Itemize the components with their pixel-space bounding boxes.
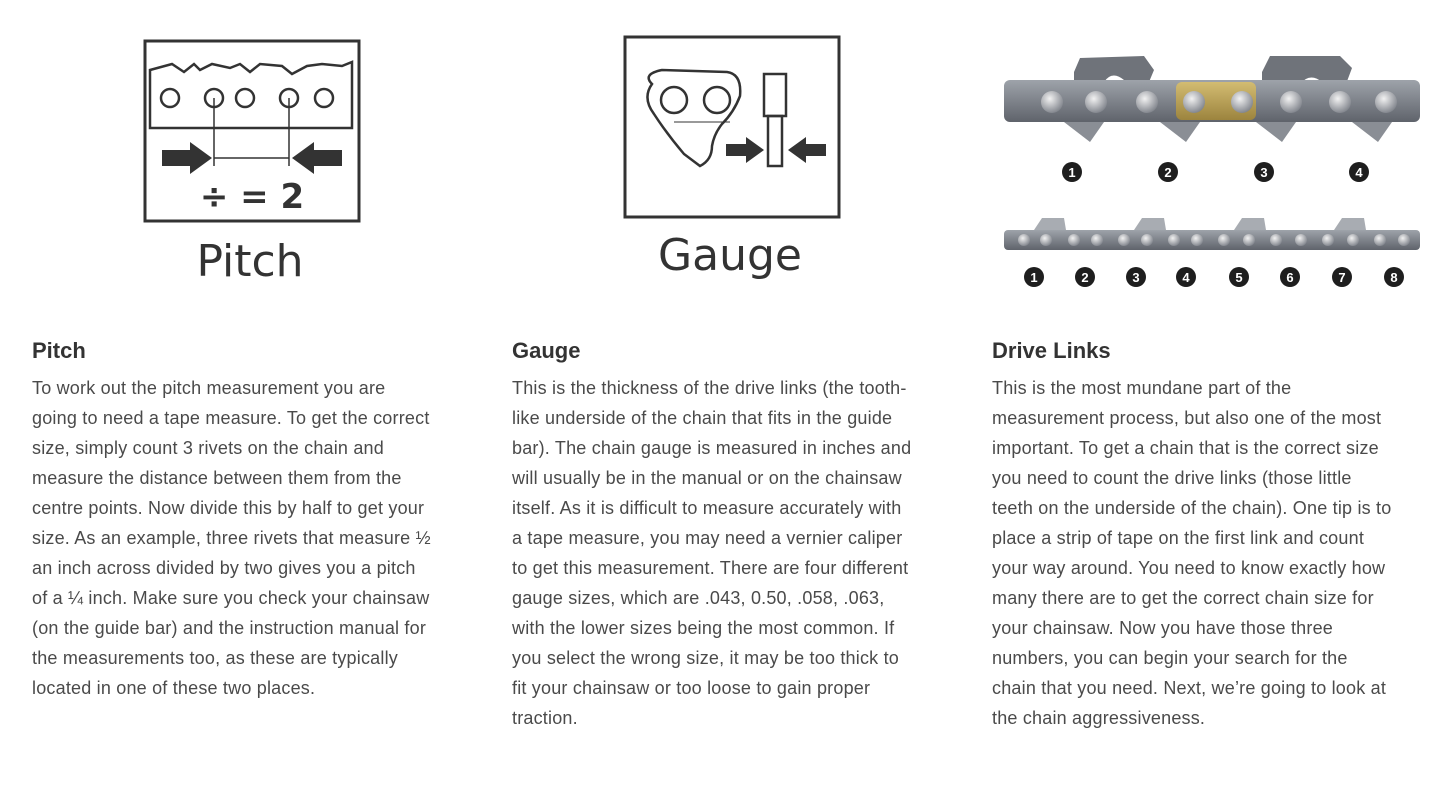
gauge-icon-label: Gauge [658, 230, 802, 281]
chain-marker: 6 [1286, 270, 1294, 285]
chain-marker: 3 [1260, 165, 1268, 180]
pitch-description: To work out the pitch measurement you are going to need a tape measure. To get the correct size, simply count 3 rivets on the chain and measure the distance between them from the centre points. Now divide this by half to get your size. As an example, three rivets that measure ½ an inch across divided by two gives you a pitch of a ¼ inch. Make sure you check your chainsaw (on the guide bar) and the instruction manual for the measurements too, as these are typically located in one of these two places. [32, 378, 431, 698]
large-chain-markers [1062, 162, 1369, 182]
pitch-formula: ÷ = 2 [199, 177, 305, 217]
gauge-heading: Gauge [512, 338, 581, 363]
large-chain [1004, 56, 1420, 142]
small-chain [1004, 218, 1420, 250]
chain-marker: 4 [1182, 270, 1190, 285]
chain-photo [1004, 50, 1420, 295]
gauge-icon [622, 34, 844, 284]
pitch-heading: Pitch [32, 338, 86, 363]
drive-links-description: This is the most mundane part of the measurement process, but also one of the most important. To get a chain that is the correct size you need to count the drive links (those little teeth on the underside of the chain). One tip is to place a strip of tape on the first link and count your way around. You need to know exactly how many there are to get the correct chain size for your chainsaw. Now you have those three numbers, you can begin your search for the chain that you need. Next, we’re going to look at the chain aggressiveness. [992, 378, 1392, 728]
chain-marker: 3 [1132, 270, 1140, 285]
chain-marker: 2 [1081, 270, 1089, 285]
gauge-description: This is the thickness of the drive links (the tooth-like underside of the chain that fits in the guide bar). The chain gauge is measured in inches and will usually be in the manual or on the chainsaw itself. As it is difficult to measure accurately with a tape measure, you may need a vernier caliper to get this measurement. There are four different gauge sizes, which are .043, 0.50, .058, .063, with the lower sizes being the most common. If you select the wrong size, it may be too thick to fit your chainsaw or too loose to gain proper traction. [512, 378, 912, 728]
small-chain-markers [1024, 267, 1404, 287]
pitch-icon-label: Pitch [196, 236, 304, 287]
chain-marker: 4 [1355, 165, 1363, 180]
drive-links-illustration [1004, 50, 1420, 295]
chain-marker: 2 [1164, 165, 1172, 180]
drive-links-heading: Drive Links [992, 338, 1111, 363]
pitch-icon [142, 38, 362, 288]
chain-marker: 5 [1235, 270, 1243, 285]
gauge-illustration [622, 34, 844, 284]
chain-marker: 1 [1068, 165, 1076, 180]
chain-marker: 7 [1338, 270, 1346, 285]
pitch-illustration [142, 38, 362, 288]
chain-marker: 1 [1030, 270, 1038, 285]
chain-marker: 8 [1390, 270, 1398, 285]
